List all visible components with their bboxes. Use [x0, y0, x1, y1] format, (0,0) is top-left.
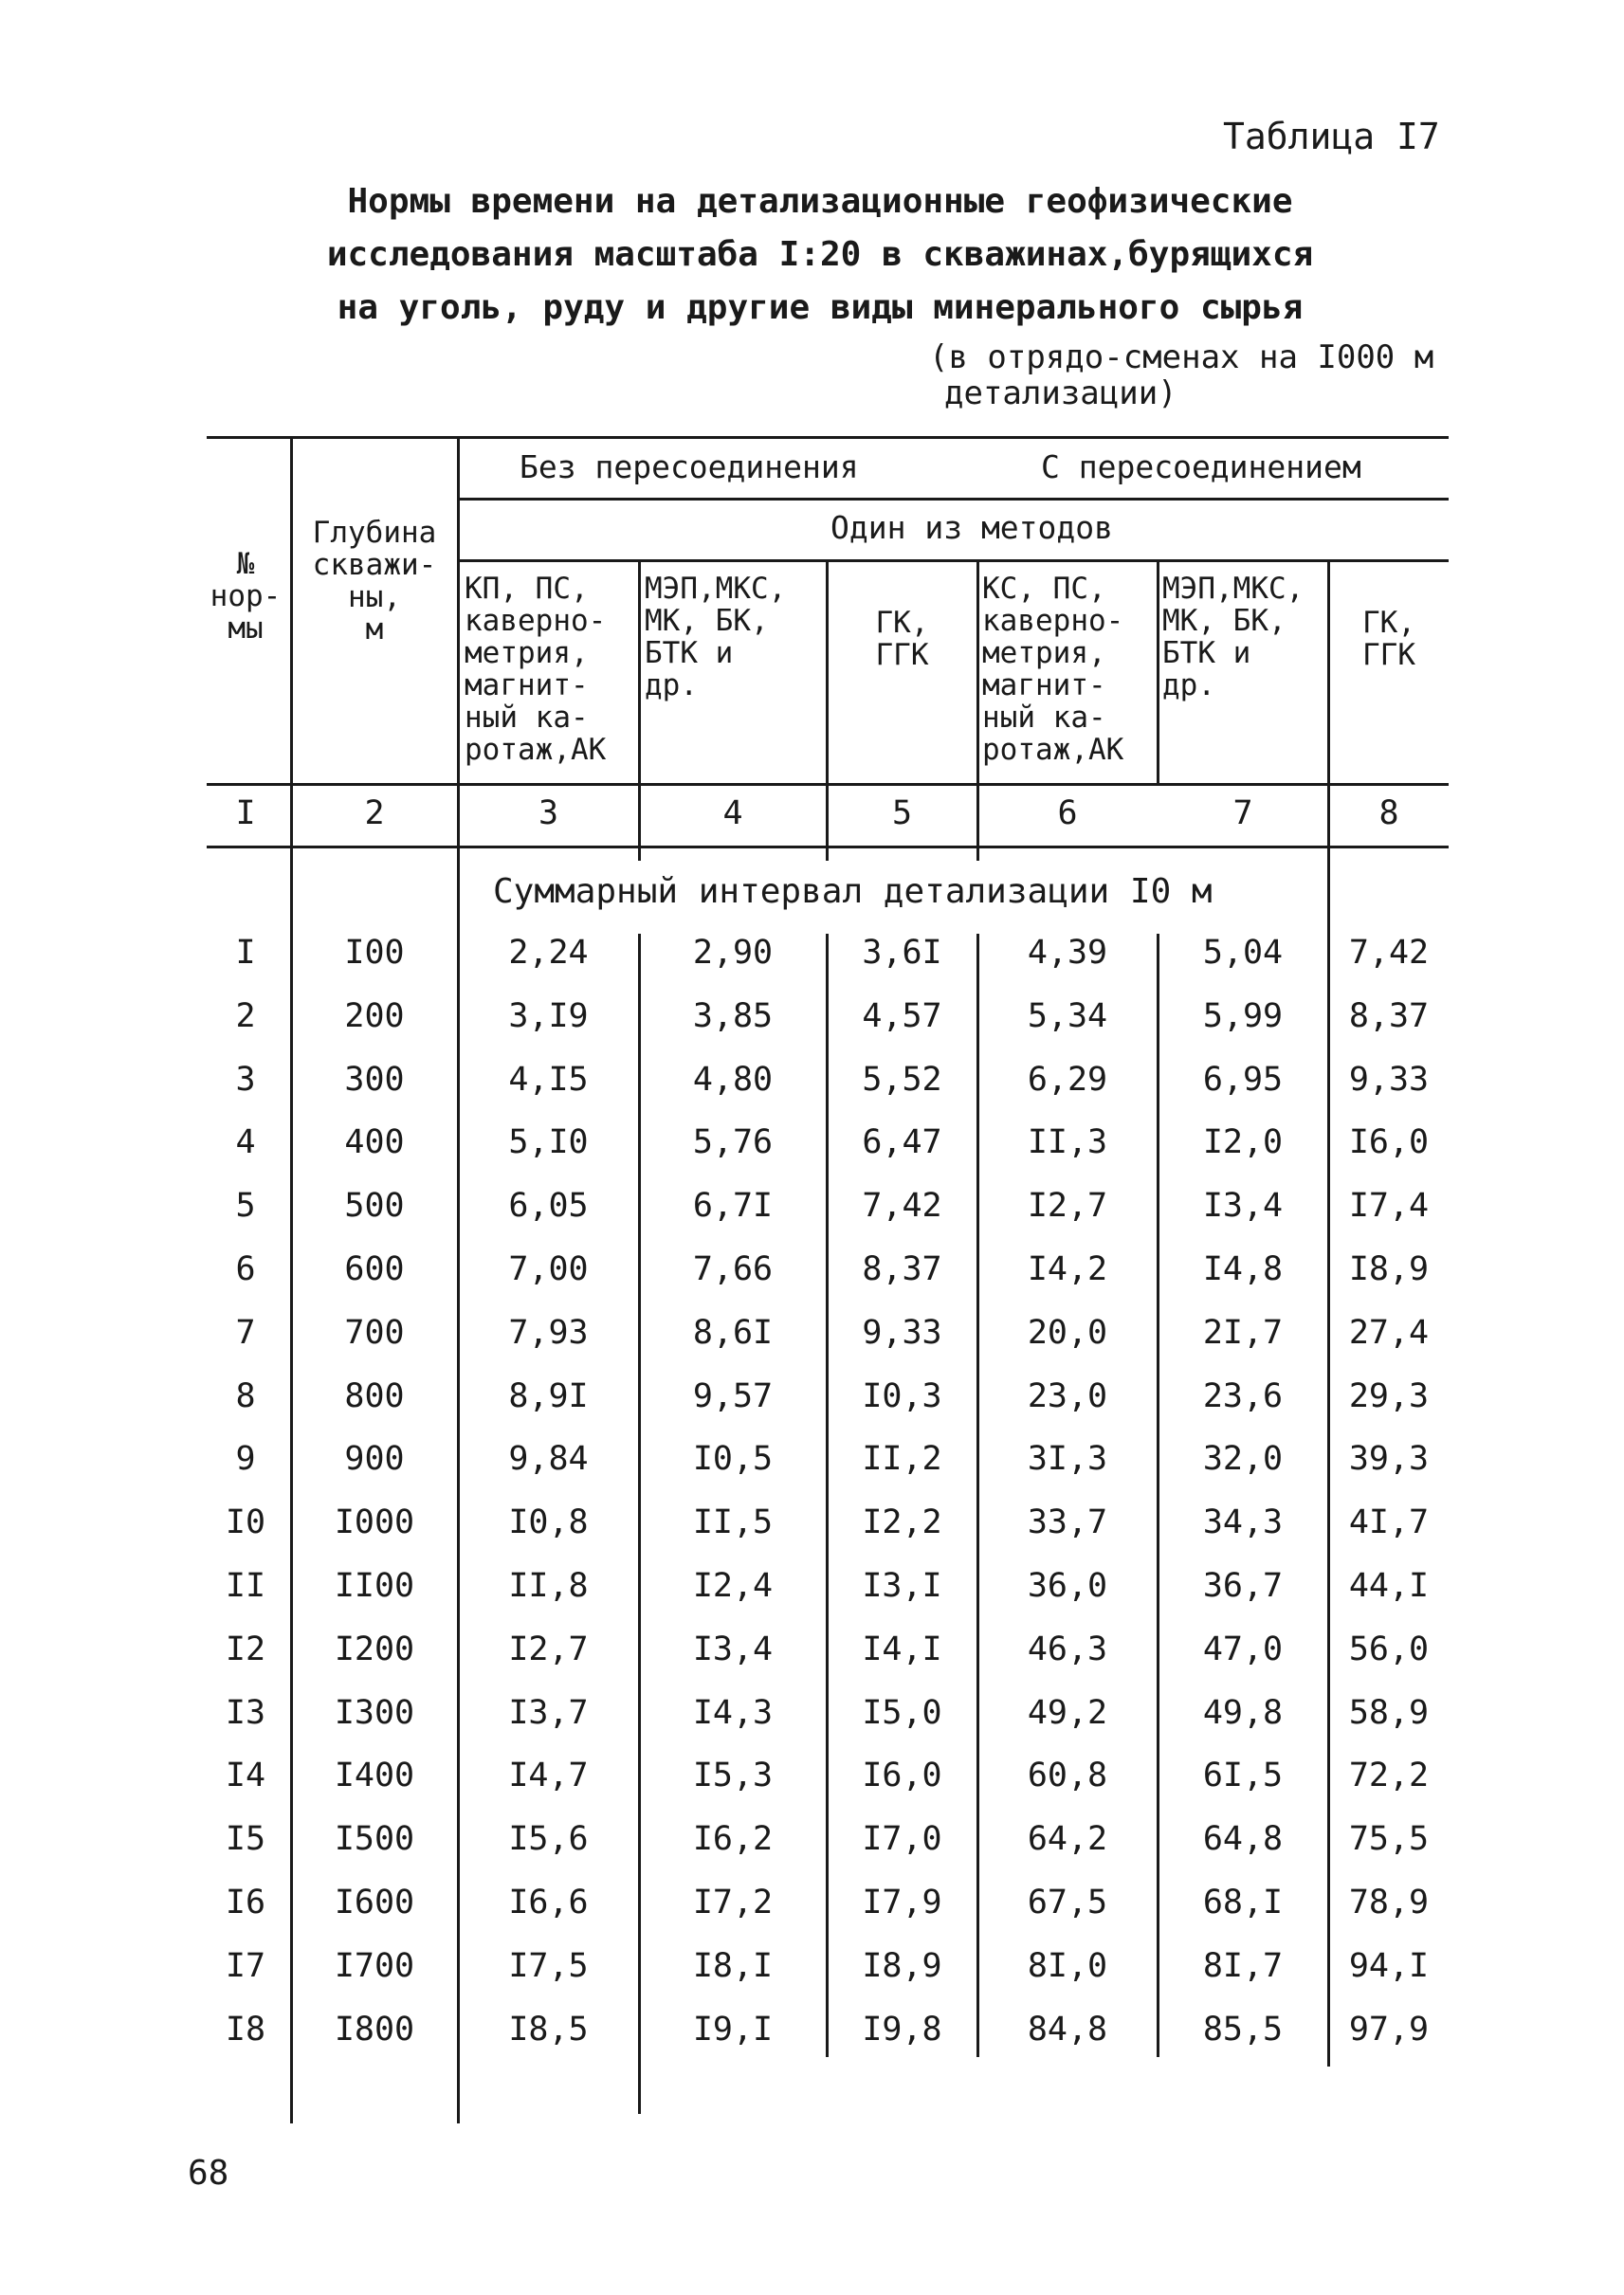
- header-col7: [1162, 573, 1304, 701]
- table-cell: 5,99: [1202, 997, 1284, 1035]
- table-cell: I9,8: [862, 2011, 942, 2049]
- table-cell: 500: [344, 1187, 405, 1225]
- section-title: Суммарный интервал детализации I0 м: [493, 872, 1213, 911]
- table-cell: II,8: [508, 1567, 589, 1605]
- table-cell: 60,8: [1027, 1757, 1108, 1794]
- table-cell: 8I,7: [1202, 1947, 1284, 1985]
- header-line: №: [236, 547, 255, 581]
- table-cell: 2,24: [508, 934, 589, 972]
- table-cell: 3I,3: [1027, 1440, 1108, 1478]
- table-cell: 68,I: [1202, 1884, 1284, 1922]
- page-number: 68: [188, 2154, 229, 2193]
- table-cell: I8,I: [692, 1947, 774, 1985]
- table-cell: I2,7: [508, 1630, 589, 1668]
- table-cell: 7,42: [862, 1187, 942, 1225]
- table-cell: 39,3: [1348, 1440, 1430, 1478]
- header-line: КП, ПС,: [465, 572, 589, 606]
- table-cell: 700: [344, 1314, 405, 1352]
- table-cell: 5: [235, 1187, 256, 1225]
- table-cell: I8,9: [1348, 1250, 1430, 1288]
- rule-top: [207, 436, 1449, 439]
- header-line: МЭП,МКС,: [1162, 572, 1305, 606]
- table-cell: I200: [334, 1630, 415, 1668]
- table-cell: 9: [235, 1440, 256, 1478]
- header-line: БТК и: [645, 636, 734, 670]
- table-cell: 6I,5: [1202, 1757, 1284, 1794]
- table-title: [284, 175, 1356, 335]
- table-cell: I4,3: [692, 1694, 774, 1732]
- table-cell: 49,2: [1027, 1694, 1108, 1732]
- header-line: ны,: [348, 580, 401, 614]
- table-cell: I3,4: [1202, 1187, 1284, 1225]
- table-cell: 47,0: [1202, 1630, 1284, 1668]
- table-cell: I2,4: [692, 1567, 774, 1605]
- table-cell: 7,93: [508, 1314, 589, 1352]
- table-cell: 36,7: [1202, 1567, 1284, 1605]
- header-line: др.: [1162, 668, 1215, 702]
- table-cell: 4,39: [1027, 934, 1108, 972]
- table-cell: 20,0: [1027, 1314, 1108, 1352]
- table-cell: 4I,7: [1348, 1503, 1430, 1541]
- table-cell: 64,8: [1202, 1820, 1284, 1858]
- table-cell: 33,7: [1027, 1503, 1108, 1541]
- table-cell: I3: [225, 1694, 266, 1732]
- table-cell: I0: [225, 1503, 266, 1541]
- table-cell: 78,9: [1348, 1884, 1430, 1922]
- header-line: др.: [645, 668, 698, 702]
- table-cell: 900: [344, 1440, 405, 1478]
- units-note: [929, 339, 1433, 411]
- header-col5: [828, 607, 976, 671]
- table-cell: I8: [225, 2011, 266, 2049]
- table-cell: I8,9: [862, 1947, 942, 1985]
- table-cell: 2I,7: [1202, 1314, 1284, 1352]
- vline-6: [1157, 559, 1159, 783]
- table-cell: 27,4: [1348, 1314, 1430, 1352]
- table-cell: 8,9I: [508, 1377, 589, 1415]
- table-cell: 4,80: [692, 1061, 774, 1099]
- table-cell: 7,66: [692, 1250, 774, 1288]
- table-cell: I3,I: [862, 1567, 942, 1605]
- column-number: 2: [364, 794, 385, 832]
- table-cell: 6,05: [508, 1187, 589, 1225]
- header-without-reconnection: Без пересоединения: [520, 448, 859, 485]
- column-number: I: [235, 794, 256, 832]
- header-line: мы: [228, 611, 264, 646]
- table-cell: I7: [225, 1947, 266, 1985]
- table-cell: 200: [344, 997, 405, 1035]
- table-cell: 9,33: [862, 1314, 942, 1352]
- table-label: Таблица I7: [1223, 116, 1440, 157]
- table-cell: 44,I: [1348, 1567, 1430, 1605]
- table-cell: I4,8: [1202, 1250, 1284, 1288]
- header-line: ный ка-: [465, 701, 589, 735]
- table-cell: 8,6I: [692, 1314, 774, 1352]
- table-cell: I00: [344, 934, 405, 972]
- table-cell: 84,8: [1027, 2011, 1108, 2049]
- title-line: на уголь, руду и другие виды минерального сырья: [337, 288, 1304, 327]
- table-cell: I6,2: [692, 1820, 774, 1858]
- column-number: 4: [722, 794, 743, 832]
- title-line: исследования масштаба I:20 в скважинах,бурящихся: [326, 235, 1314, 274]
- units-line: (в отрядо-сменах на I000 м: [929, 338, 1434, 376]
- header-line: ГК,: [1362, 606, 1415, 640]
- table-cell: I8,5: [508, 2011, 589, 2049]
- table-cell: I3,7: [508, 1694, 589, 1732]
- header-line: нор-: [210, 579, 282, 613]
- table-cell: 800: [344, 1377, 405, 1415]
- table-cell: I2,7: [1027, 1187, 1108, 1225]
- table-cell: 4: [235, 1123, 256, 1161]
- table-cell: I0,3: [862, 1377, 942, 1415]
- table-cell: I6,6: [508, 1884, 589, 1922]
- table-cell: I5,0: [862, 1694, 942, 1732]
- table-cell: 300: [344, 1061, 405, 1099]
- table-cell: I6: [225, 1884, 266, 1922]
- table-cell: 72,2: [1348, 1757, 1430, 1794]
- table-cell: 6: [235, 1250, 256, 1288]
- table-cell: 94,I: [1348, 1947, 1430, 1985]
- table-cell: 5,52: [862, 1061, 942, 1099]
- header-col6: [982, 573, 1123, 766]
- table-cell: II,2: [862, 1440, 942, 1478]
- table-cell: I700: [334, 1947, 415, 1985]
- table-cell: 36,0: [1027, 1567, 1108, 1605]
- header-line: каверно-: [465, 604, 607, 638]
- header-line: ротаж,АК: [465, 733, 607, 767]
- header-line: скважи-: [312, 548, 437, 582]
- table-cell: I7,0: [862, 1820, 942, 1858]
- table-cell: I0,5: [692, 1440, 774, 1478]
- table-cell: 3,85: [692, 997, 774, 1035]
- header-line: метрия,: [982, 636, 1106, 670]
- header-with-reconnection: С пересоединением: [1041, 448, 1361, 485]
- table-cell: I2: [225, 1630, 266, 1668]
- table-cell: 85,5: [1202, 2011, 1284, 2049]
- table-cell: I4,I: [862, 1630, 942, 1668]
- header-depth: [292, 517, 457, 646]
- table-cell: I600: [334, 1884, 415, 1922]
- table-cell: I5,3: [692, 1757, 774, 1794]
- table-cell: 75,5: [1348, 1820, 1430, 1858]
- table-cell: I300: [334, 1694, 415, 1732]
- table-cell: I9,I: [692, 2011, 774, 2049]
- table-cell: I: [235, 934, 256, 972]
- header-line: Глубина: [312, 516, 437, 550]
- table-cell: I500: [334, 1820, 415, 1858]
- table-cell: 9,57: [692, 1377, 774, 1415]
- table-cell: 49,8: [1202, 1694, 1284, 1732]
- table-cell: 7: [235, 1314, 256, 1352]
- header-col3: [465, 573, 606, 766]
- table-cell: II: [225, 1567, 266, 1605]
- table-cell: 4,I5: [508, 1061, 589, 1099]
- table-cell: 6,95: [1202, 1061, 1284, 1099]
- table-cell: 7,00: [508, 1250, 589, 1288]
- table-cell: 7,42: [1348, 934, 1430, 972]
- table-cell: 8I,0: [1027, 1947, 1108, 1985]
- column-number: 8: [1378, 794, 1399, 832]
- table-cell: I7,2: [692, 1884, 774, 1922]
- table-cell: 46,3: [1027, 1630, 1108, 1668]
- header-line: МЭП,МКС,: [645, 572, 787, 606]
- table-cell: 8,37: [1348, 997, 1430, 1035]
- column-number: 3: [538, 794, 559, 832]
- header-line: ротаж,АК: [982, 733, 1124, 767]
- table-cell: I7,4: [1348, 1187, 1430, 1225]
- table-cell: I5: [225, 1820, 266, 1858]
- table-cell: 6,47: [862, 1123, 942, 1161]
- table-cell: 400: [344, 1123, 405, 1161]
- table-cell: 64,2: [1027, 1820, 1108, 1858]
- header-line: магнит-: [465, 668, 589, 702]
- table-cell: 6,7I: [692, 1187, 774, 1225]
- table-cell: 9,33: [1348, 1061, 1430, 1099]
- header-line: БТК и: [1162, 636, 1251, 670]
- table-cell: I2,0: [1202, 1123, 1284, 1161]
- column-number: 5: [891, 794, 913, 832]
- table-cell: 5,34: [1027, 997, 1108, 1035]
- table-cell: 97,9: [1348, 2011, 1430, 2049]
- header-col4: [645, 573, 786, 701]
- header-line: МК, БК,: [1162, 604, 1286, 638]
- table-cell: I3,4: [692, 1630, 774, 1668]
- table-cell: 32,0: [1202, 1440, 1284, 1478]
- header-line: КС, ПС,: [982, 572, 1106, 606]
- table-cell: 5,04: [1202, 934, 1284, 972]
- header-norm-no: [201, 548, 290, 645]
- header-line: ГК,: [875, 606, 929, 640]
- units-line: детализации): [944, 374, 1177, 412]
- table-cell: I7,5: [508, 1947, 589, 1985]
- table-cell: II00: [334, 1567, 415, 1605]
- column-number: 7: [1232, 794, 1253, 832]
- header-line: ГГК: [875, 638, 929, 672]
- table-cell: 5,76: [692, 1123, 774, 1161]
- table-cell: 2: [235, 997, 256, 1035]
- table-cell: I000: [334, 1503, 415, 1541]
- header-line: м: [365, 612, 384, 647]
- header-line: каверно-: [982, 604, 1124, 638]
- table-cell: II,5: [692, 1503, 774, 1541]
- table-cell: 23,6: [1202, 1377, 1284, 1415]
- table-cell: I7,9: [862, 1884, 942, 1922]
- table-cell: I4: [225, 1757, 266, 1794]
- header-line: ный ка-: [982, 701, 1106, 735]
- table-cell: 56,0: [1348, 1630, 1430, 1668]
- table-cell: 2,90: [692, 934, 774, 972]
- header-line: ГГК: [1362, 638, 1415, 672]
- table-cell: 34,3: [1202, 1503, 1284, 1541]
- table-cell: 3,6I: [862, 934, 942, 972]
- table-cell: 5,I0: [508, 1123, 589, 1161]
- table-cell: 67,5: [1027, 1884, 1108, 1922]
- header-line: метрия,: [465, 636, 589, 670]
- table-cell: I4,7: [508, 1757, 589, 1794]
- table-cell: 9,84: [508, 1440, 589, 1478]
- table-cell: 6,29: [1027, 1061, 1108, 1099]
- header-one-of-methods: Один из методов: [830, 509, 1114, 546]
- table-cell: 4,57: [862, 997, 942, 1035]
- title-line: Нормы времени на детализационные геофизические: [347, 182, 1293, 221]
- header-line: магнит-: [982, 668, 1106, 702]
- table-cell: II,3: [1027, 1123, 1108, 1161]
- table-cell: I0,8: [508, 1503, 589, 1541]
- table-cell: I400: [334, 1757, 415, 1794]
- table-cell: 3: [235, 1061, 256, 1099]
- table-cell: 23,0: [1027, 1377, 1108, 1415]
- column-number: 6: [1057, 794, 1078, 832]
- table-cell: 29,3: [1348, 1377, 1430, 1415]
- table-cell: I4,2: [1027, 1250, 1108, 1288]
- table-cell: I5,6: [508, 1820, 589, 1858]
- table-cell: I6,0: [862, 1757, 942, 1794]
- table-cell: I800: [334, 2011, 415, 2049]
- table-cell: 8,37: [862, 1250, 942, 1288]
- table-cell: I2,2: [862, 1503, 942, 1541]
- table-cell: 58,9: [1348, 1694, 1430, 1732]
- header-line: МК, БК,: [645, 604, 769, 638]
- rule-group: [457, 498, 1449, 501]
- table-cell: 600: [344, 1250, 405, 1288]
- table-cell: 3,I9: [508, 997, 589, 1035]
- table-cell: I6,0: [1348, 1123, 1430, 1161]
- header-col8: [1329, 607, 1449, 671]
- table-cell: 8: [235, 1377, 256, 1415]
- rule-methods: [457, 559, 1449, 562]
